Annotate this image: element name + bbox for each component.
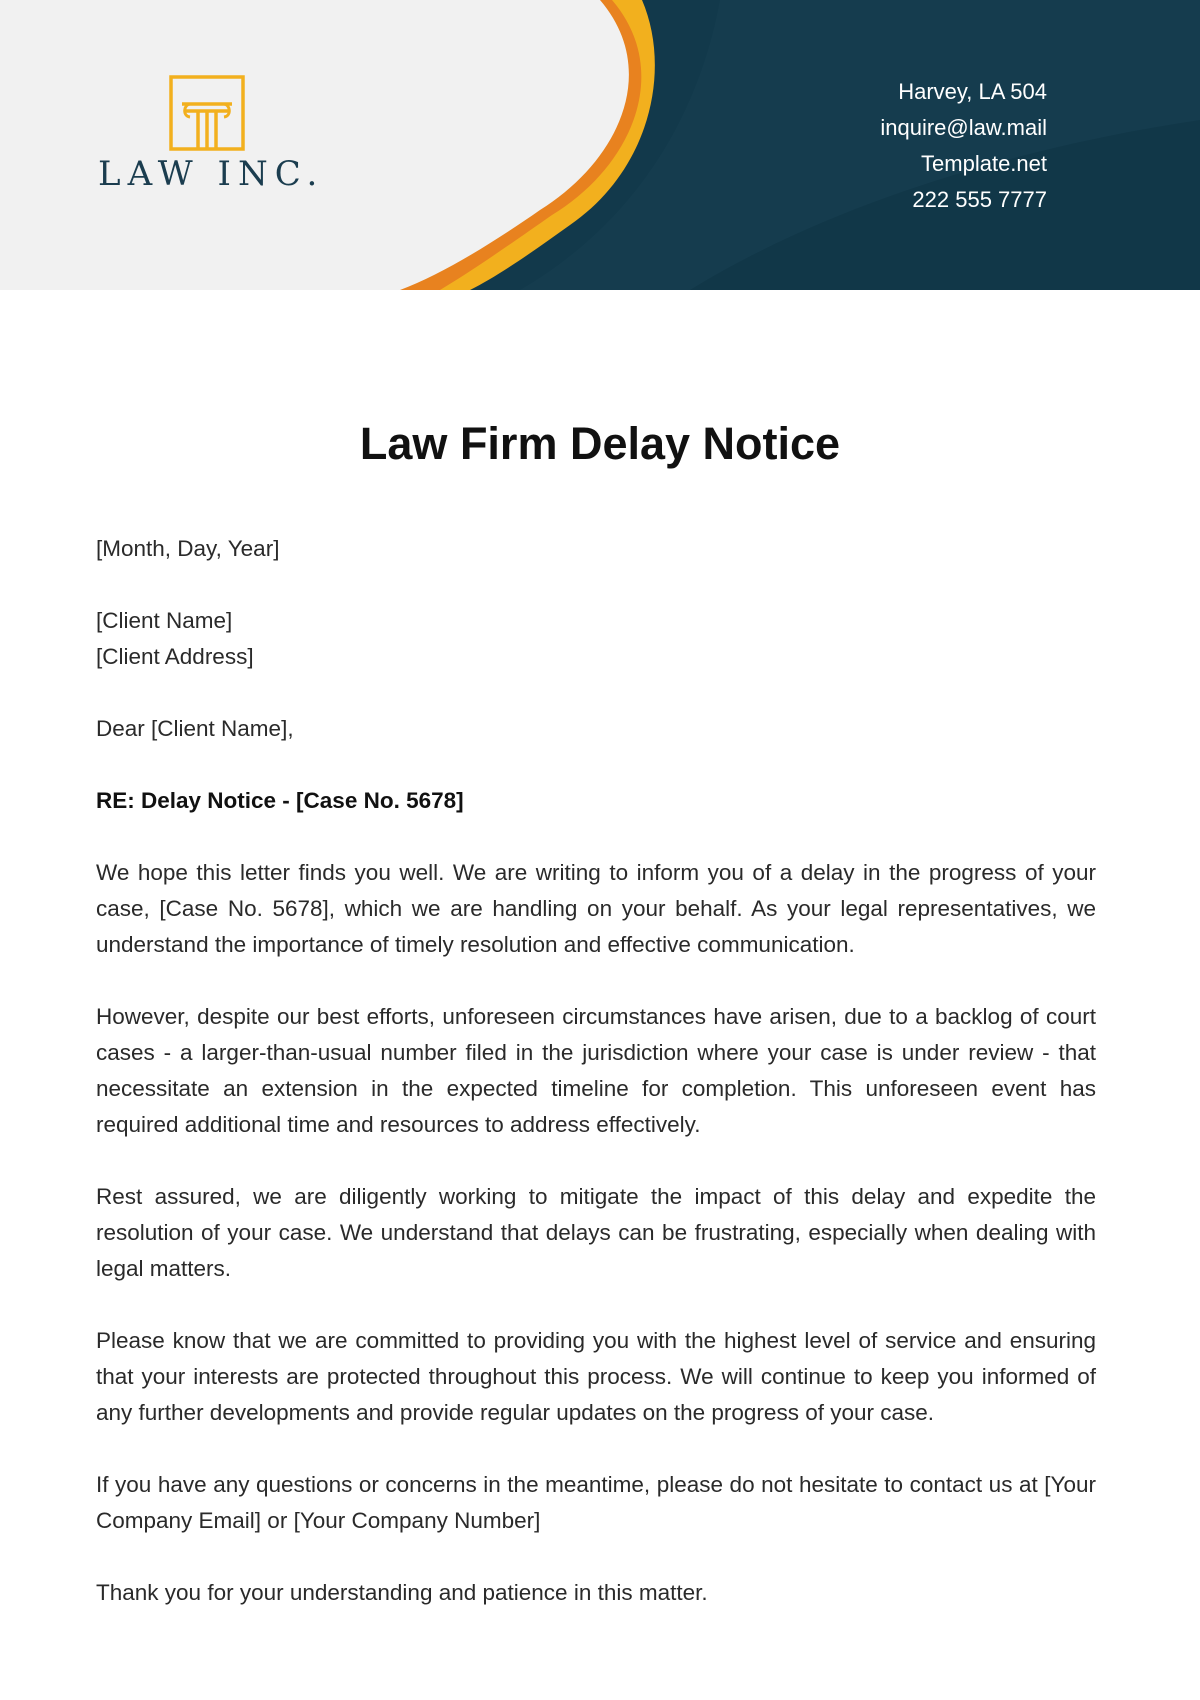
contact-email[interactable]: inquire@law.mail (880, 115, 1047, 140)
column-pillar-icon (168, 74, 246, 152)
contact-website[interactable]: Template.net (921, 151, 1047, 176)
document-title: Law Firm Delay Notice (359, 418, 841, 469)
contact-info (880, 74, 1047, 218)
salutation: Dear [Client Name], (96, 716, 294, 741)
closing-line: Thank you for your understanding and patience in this matter. (96, 1580, 708, 1605)
body-paragraph-4: Please know that we are committed to providing you with the highest level of service and ensuring that your interests are protected throughout this process. We will continue to keep you informed of any further developments and provide regular updates on the progress of your case. (96, 1328, 1096, 1425)
recipient-name: [Client Name] (96, 608, 233, 633)
recipient-address: [Client Address] (96, 644, 254, 669)
letter-body (96, 531, 1096, 1647)
company-name: LAW INC. (98, 154, 325, 194)
body-paragraph-2: However, despite our best efforts, unforeseen circumstances have arisen, due to a backlog of court cases - a larger-than-usual number filed in the jurisdiction where your case is under review - that necessitate an extension in the expected timeline for completion. This unforeseen event has required additional time and resources to address effectively. (96, 1004, 1096, 1137)
letterhead-header (0, 0, 1200, 290)
contact-address: Harvey, LA 504 (898, 79, 1047, 104)
company-logo (98, 74, 325, 194)
body-paragraph-3: Rest assured, we are diligently working to mitigate the impact of this delay and expedite the resolution of your case. We understand that delays can be frustrating, especially when dealing with legal matters. (96, 1184, 1096, 1281)
body-paragraph-1: We hope this letter finds you well. We are writing to inform you of a delay in the progress of your case, [Case No. 5678], which we are handling on your behalf. As your legal representatives, we understand the importance of timely resolution and effective communication. (96, 860, 1096, 957)
subject-line: RE: Delay Notice - [Case No. 5678] (96, 788, 464, 813)
letter-date: [Month, Day, Year] (96, 536, 280, 561)
body-paragraph-5: If you have any questions or concerns in the meantime, please do not hesitate to contact us at [Your Company Email] or [Your Company Number] (96, 1472, 1096, 1533)
recipient-block (96, 603, 1096, 675)
contact-phone: 222 555 7777 (912, 187, 1047, 212)
